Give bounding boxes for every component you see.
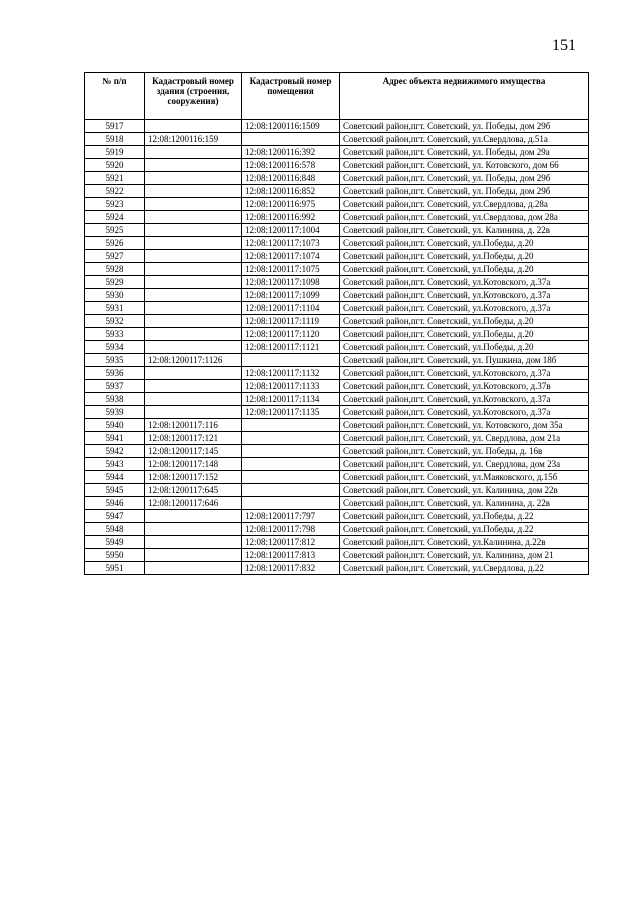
- cell-address: Советский район,пгт. Советский, ул. Свердлова, дом 21а: [340, 432, 589, 445]
- cell-premises-cadastral: 12:08:1200117:1134: [242, 393, 340, 406]
- table-row: [85, 159, 589, 172]
- cell-building-cadastral: [145, 367, 242, 380]
- cell-address: Советский район,пгт. Советский, ул.Котовского, д.37а: [340, 406, 589, 419]
- cell-address: Советский район,пгт. Советский, ул.Победы, д.20: [340, 250, 589, 263]
- cell-building-cadastral: [145, 159, 242, 172]
- cell-address: Советский район,пгт. Советский, ул.Победы, д.20: [340, 237, 589, 250]
- cell-address: Советский район,пгт. Советский, ул. Калинина, д. 22в: [340, 224, 589, 237]
- table-row: [85, 133, 589, 146]
- cell-num: 5938: [85, 393, 145, 406]
- table-row: [85, 172, 589, 185]
- cell-building-cadastral: [145, 120, 242, 133]
- cell-premises-cadastral: [242, 354, 340, 367]
- cell-premises-cadastral: 12:08:1200117:1073: [242, 237, 340, 250]
- cell-num: 5939: [85, 406, 145, 419]
- cell-building-cadastral: [145, 510, 242, 523]
- cell-address: Советский район,пгт. Советский, ул. Победы, дом 29б: [340, 185, 589, 198]
- cell-address: Советский район,пгт. Советский, ул. Победы, дом 29а: [340, 146, 589, 159]
- cell-address: Советский район,пгт. Советский, ул.Котовского, д.37а: [340, 302, 589, 315]
- cell-building-cadastral: [145, 224, 242, 237]
- table-row: [85, 367, 589, 380]
- cell-building-cadastral: [145, 549, 242, 562]
- cell-num: 5943: [85, 458, 145, 471]
- cell-address: Советский район,пгт. Советский, ул.Победы, д.20: [340, 328, 589, 341]
- cell-address: Советский район,пгт. Советский, ул.Маяковского, д.15б: [340, 471, 589, 484]
- cell-num: 5929: [85, 276, 145, 289]
- cell-address: Советский район,пгт. Советский, ул. Пушкина, дом 18б: [340, 354, 589, 367]
- cell-address: Советский район,пгт. Советский, ул.Победы, д.20: [340, 315, 589, 328]
- table-row: [85, 341, 589, 354]
- table-row: [85, 562, 589, 575]
- table-row: [85, 445, 589, 458]
- cell-premises-cadastral: [242, 432, 340, 445]
- cell-premises-cadastral: [242, 484, 340, 497]
- cell-num: 5920: [85, 159, 145, 172]
- cell-address: Советский район,пгт. Советский, ул. Котовского, дом 66: [340, 159, 589, 172]
- cell-premises-cadastral: [242, 419, 340, 432]
- cell-address: Советский район,пгт. Советский, ул.Победы, д.20: [340, 263, 589, 276]
- cell-address: Советский район,пгт. Советский, ул.Свердлова, д.22: [340, 562, 589, 575]
- cell-num: 5935: [85, 354, 145, 367]
- header-row: [85, 73, 589, 120]
- cell-premises-cadastral: 12:08:1200117:1075: [242, 263, 340, 276]
- cell-address: Советский район,пгт. Советский, ул.Победы, д.22: [340, 510, 589, 523]
- cell-building-cadastral: 12:08:1200117:116: [145, 419, 242, 432]
- cell-building-cadastral: [145, 198, 242, 211]
- table-row: [85, 328, 589, 341]
- cell-num: 5940: [85, 419, 145, 432]
- table-row: [85, 406, 589, 419]
- cell-building-cadastral: [145, 406, 242, 419]
- cell-building-cadastral: [145, 536, 242, 549]
- header-premises-cadastral: Кадастровый номер помещения: [242, 73, 340, 120]
- cell-num: 5928: [85, 263, 145, 276]
- cell-building-cadastral: [145, 263, 242, 276]
- cell-num: 5918: [85, 133, 145, 146]
- cell-num: 5934: [85, 341, 145, 354]
- table-row: [85, 471, 589, 484]
- cell-building-cadastral: [145, 523, 242, 536]
- cell-address: Советский район,пгт. Советский, ул.Свердлова, д.51а: [340, 133, 589, 146]
- cell-address: Советский район,пгт. Советский, ул. Калинина, дом 21: [340, 549, 589, 562]
- cell-num: 5925: [85, 224, 145, 237]
- cell-premises-cadastral: 12:08:1200117:812: [242, 536, 340, 549]
- cell-num: 5927: [85, 250, 145, 263]
- cell-num: 5930: [85, 289, 145, 302]
- page-number: 151: [552, 37, 576, 54]
- cell-num: 5946: [85, 497, 145, 510]
- table-row: [85, 549, 589, 562]
- cell-building-cadastral: [145, 185, 242, 198]
- table-row: [85, 237, 589, 250]
- cell-premises-cadastral: 12:08:1200117:1135: [242, 406, 340, 419]
- cell-num: 5924: [85, 211, 145, 224]
- header-address: Адрес объекта недвижимого имущества: [340, 73, 589, 120]
- cell-premises-cadastral: 12:08:1200117:1098: [242, 276, 340, 289]
- cell-premises-cadastral: 12:08:1200117:1104: [242, 302, 340, 315]
- cell-premises-cadastral: 12:08:1200117:1004: [242, 224, 340, 237]
- cell-premises-cadastral: 12:08:1200117:1133: [242, 380, 340, 393]
- cell-building-cadastral: [145, 380, 242, 393]
- table-row: [85, 523, 589, 536]
- cell-num: 5951: [85, 562, 145, 575]
- cell-building-cadastral: 12:08:1200117:148: [145, 458, 242, 471]
- cell-building-cadastral: [145, 211, 242, 224]
- table-row: [85, 185, 589, 198]
- header-building-cadastral: Кадастровый номер здания (строения, сооружения): [145, 73, 242, 120]
- cell-num: 5947: [85, 510, 145, 523]
- cell-address: Советский район,пгт. Советский, ул.Калинина, д.22в: [340, 536, 589, 549]
- cell-building-cadastral: 12:08:1200117:646: [145, 497, 242, 510]
- cell-premises-cadastral: 12:08:1200116:848: [242, 172, 340, 185]
- cell-premises-cadastral: 12:08:1200116:852: [242, 185, 340, 198]
- cell-num: 5941: [85, 432, 145, 445]
- cell-building-cadastral: 12:08:1200117:1126: [145, 354, 242, 367]
- cell-num: 5933: [85, 328, 145, 341]
- cell-num: 5936: [85, 367, 145, 380]
- cell-num: 5921: [85, 172, 145, 185]
- cell-building-cadastral: [145, 393, 242, 406]
- table-row: [85, 198, 589, 211]
- cell-num: 5923: [85, 198, 145, 211]
- table-row: [85, 510, 589, 523]
- cell-building-cadastral: [145, 341, 242, 354]
- cell-premises-cadastral: 12:08:1200116:1509: [242, 120, 340, 133]
- cell-premises-cadastral: 12:08:1200117:1099: [242, 289, 340, 302]
- cell-premises-cadastral: 12:08:1200117:798: [242, 523, 340, 536]
- table-row: [85, 484, 589, 497]
- cell-address: Советский район,пгт. Советский, ул.Свердлова, д.28а: [340, 198, 589, 211]
- cell-building-cadastral: [145, 289, 242, 302]
- table-row: [85, 432, 589, 445]
- cell-building-cadastral: [145, 146, 242, 159]
- cell-num: 5949: [85, 536, 145, 549]
- cell-num: 5942: [85, 445, 145, 458]
- cell-num: 5948: [85, 523, 145, 536]
- cell-address: Советский район,пгт. Советский, ул.Котовского, д.37в: [340, 380, 589, 393]
- cell-building-cadastral: 12:08:1200117:121: [145, 432, 242, 445]
- cell-premises-cadastral: 12:08:1200117:797: [242, 510, 340, 523]
- table-row: [85, 250, 589, 263]
- cell-address: Советский район,пгт. Советский, ул.Котовского, д.37а: [340, 367, 589, 380]
- cell-premises-cadastral: 12:08:1200117:1132: [242, 367, 340, 380]
- cell-premises-cadastral: 12:08:1200117:832: [242, 562, 340, 575]
- table-row: [85, 315, 589, 328]
- cell-num: 5937: [85, 380, 145, 393]
- cell-premises-cadastral: [242, 458, 340, 471]
- cell-address: Советский район,пгт. Советский, ул. Котовского, дом 35а: [340, 419, 589, 432]
- cell-premises-cadastral: [242, 471, 340, 484]
- cell-address: Советский район,пгт. Советский, ул. Победы, дом 29б: [340, 120, 589, 133]
- cell-building-cadastral: [145, 172, 242, 185]
- cell-premises-cadastral: 12:08:1200117:1074: [242, 250, 340, 263]
- cell-address: Советский район,пгт. Советский, ул.Победы, д.20: [340, 341, 589, 354]
- cell-premises-cadastral: [242, 497, 340, 510]
- cell-address: Советский район,пгт. Советский, ул. Калинина, д. 22в: [340, 497, 589, 510]
- cell-num: 5922: [85, 185, 145, 198]
- cell-num: 5945: [85, 484, 145, 497]
- table-row: [85, 120, 589, 133]
- cell-num: 5932: [85, 315, 145, 328]
- property-registry-table: [84, 72, 589, 575]
- cell-building-cadastral: 12:08:1200117:145: [145, 445, 242, 458]
- cell-building-cadastral: [145, 562, 242, 575]
- cell-premises-cadastral: 12:08:1200116:992: [242, 211, 340, 224]
- cell-building-cadastral: [145, 237, 242, 250]
- table-row: [85, 380, 589, 393]
- cell-building-cadastral: [145, 315, 242, 328]
- cell-premises-cadastral: [242, 445, 340, 458]
- table-row: [85, 289, 589, 302]
- table-row: [85, 497, 589, 510]
- cell-num: 5950: [85, 549, 145, 562]
- cell-num: 5931: [85, 302, 145, 315]
- table-row: [85, 263, 589, 276]
- cell-premises-cadastral: 12:08:1200117:813: [242, 549, 340, 562]
- table-row: [85, 146, 589, 159]
- cell-address: Советский район,пгт. Советский, ул. Победы, дом 29б: [340, 172, 589, 185]
- cell-building-cadastral: 12:08:1200117:645: [145, 484, 242, 497]
- cell-num: 5917: [85, 120, 145, 133]
- cell-building-cadastral: 12:08:1200117:152: [145, 471, 242, 484]
- table-header: [85, 73, 589, 120]
- cell-premises-cadastral: 12:08:1200117:1121: [242, 341, 340, 354]
- table-row: [85, 458, 589, 471]
- cell-building-cadastral: [145, 276, 242, 289]
- table-row: [85, 536, 589, 549]
- cell-address: Советский район,пгт. Советский, ул.Котовского, д.37а: [340, 276, 589, 289]
- table-body: [85, 120, 589, 575]
- table-row: [85, 224, 589, 237]
- cell-address: Советский район,пгт. Советский, ул.Победы, д.22: [340, 523, 589, 536]
- cell-address: Советский район,пгт. Советский, ул. Калинина, дом 22в: [340, 484, 589, 497]
- table-row: [85, 419, 589, 432]
- cell-address: Советский район,пгт. Советский, ул. Победы, д. 16в: [340, 445, 589, 458]
- cell-premises-cadastral: 12:08:1200116:392: [242, 146, 340, 159]
- table-row: [85, 276, 589, 289]
- cell-building-cadastral: [145, 302, 242, 315]
- cell-premises-cadastral: [242, 133, 340, 146]
- cell-num: 5944: [85, 471, 145, 484]
- table-row: [85, 302, 589, 315]
- cell-address: Советский район,пгт. Советский, ул.Свердлова, дом 28а: [340, 211, 589, 224]
- table-row: [85, 393, 589, 406]
- cell-building-cadastral: 12:08:1200116:159: [145, 133, 242, 146]
- cell-address: Советский район,пгт. Советский, ул.Котовского, д.37а: [340, 393, 589, 406]
- table-row: [85, 354, 589, 367]
- cell-num: 5926: [85, 237, 145, 250]
- cell-address: Советский район,пгт. Советский, ул. Свердлова, дом 23а: [340, 458, 589, 471]
- cell-premises-cadastral: 12:08:1200117:1119: [242, 315, 340, 328]
- cell-building-cadastral: [145, 250, 242, 263]
- cell-premises-cadastral: 12:08:1200116:975: [242, 198, 340, 211]
- cell-premises-cadastral: 12:08:1200116:578: [242, 159, 340, 172]
- cell-address: Советский район,пгт. Советский, ул.Котовского, д.37а: [340, 289, 589, 302]
- table-row: [85, 211, 589, 224]
- cell-premises-cadastral: 12:08:1200117:1120: [242, 328, 340, 341]
- cell-num: 5919: [85, 146, 145, 159]
- header-num: № п/п: [85, 73, 145, 120]
- cell-building-cadastral: [145, 328, 242, 341]
